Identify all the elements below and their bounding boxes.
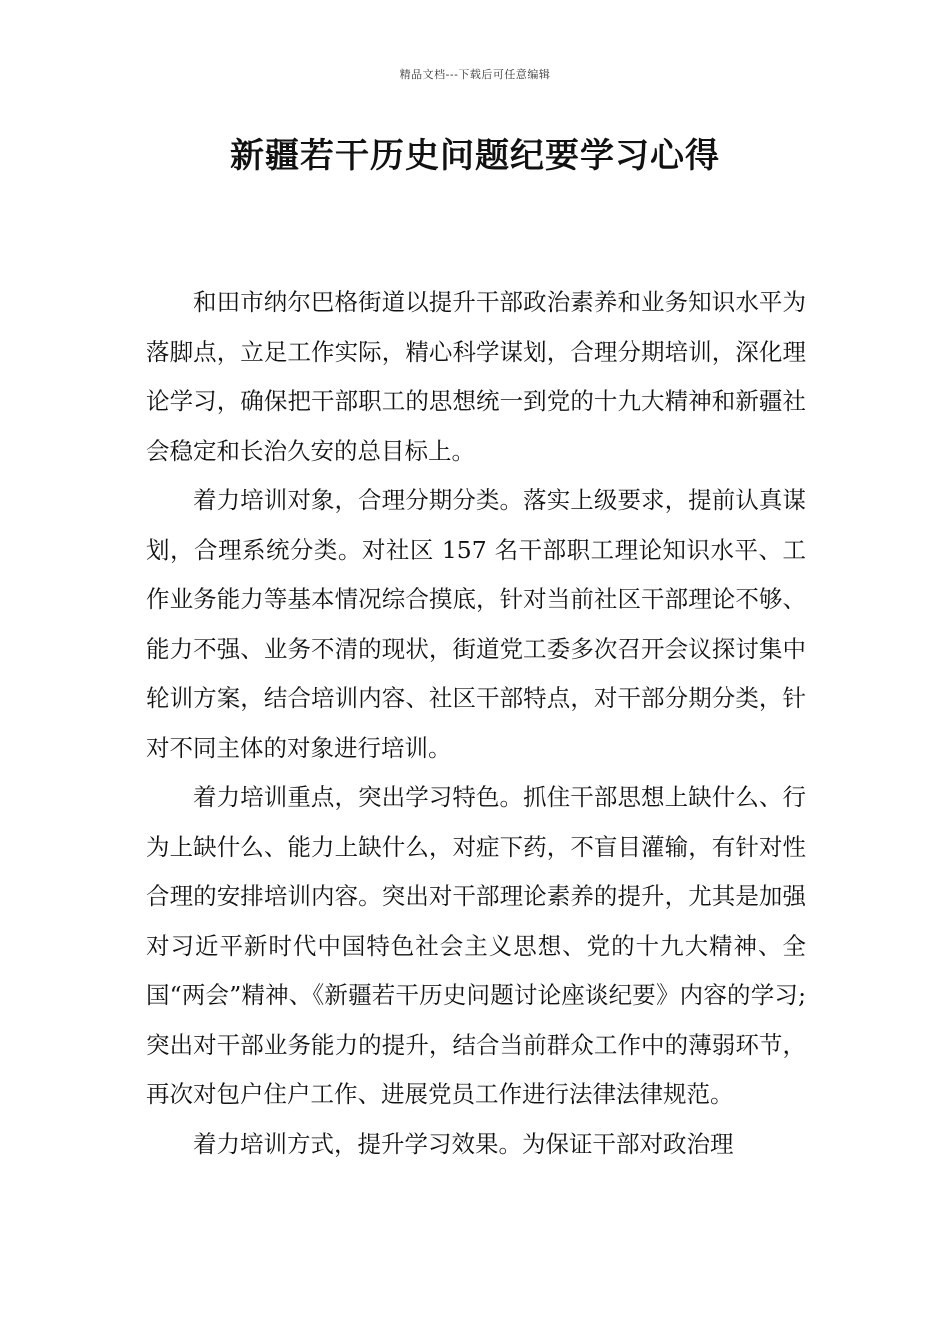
body-paragraph: 着力培训方式，提升学习效果。为保证干部对政治理 xyxy=(193,1129,734,1158)
page-header-note: 精品文档---下载后可任意编辑 xyxy=(399,68,551,81)
document-title: 新疆若干历史问题纪要学习心得 xyxy=(230,136,720,176)
document-body xyxy=(146,278,806,1169)
body-paragraph: 着力培训对象，合理分期分类。落实上级要求，提前认真谋划，合理系统分类。对社区 157 名干部职工理论知识水平、工作业务能力等基本情况综合摸底，针对当前社区干部理论不够、能力不强、业务不清的现状，街道党工委多次召开会议探讨集中轮训方案，结合培训内容、社区干部特点，对干部分期分类，针对不同主体的对象进行培训。 xyxy=(146,486,806,762)
body-paragraph: 着力培训重点，突出学习特色。抓住干部思想上缺什么、行为上缺什么、能力上缺什么，对症下药，不盲目灌输，有针对性合理的安排培训内容。突出对干部理论素养的提升，尤其是加强对习近平新时代中国特色社会主义思想、党的十九大精神、全国“两会”精神、《新疆若干历史问题讨论座谈纪要》内容的学习;突出对干部业务能力的提升，结合当前群众工作中的薄弱环节，再次对包户住户工作、进展党员工作进行法律法律规范。 xyxy=(146,783,806,1108)
body-paragraph: 和田市纳尔巴格街道以提升干部政治素养和业务知识水平为落脚点，立足工作实际，精心科学谋划，合理分期培训，深化理论学习，确保把干部职工的思想统一到党的十九大精神和新疆社会稳定和长治久安的总目标上。 xyxy=(146,288,806,465)
